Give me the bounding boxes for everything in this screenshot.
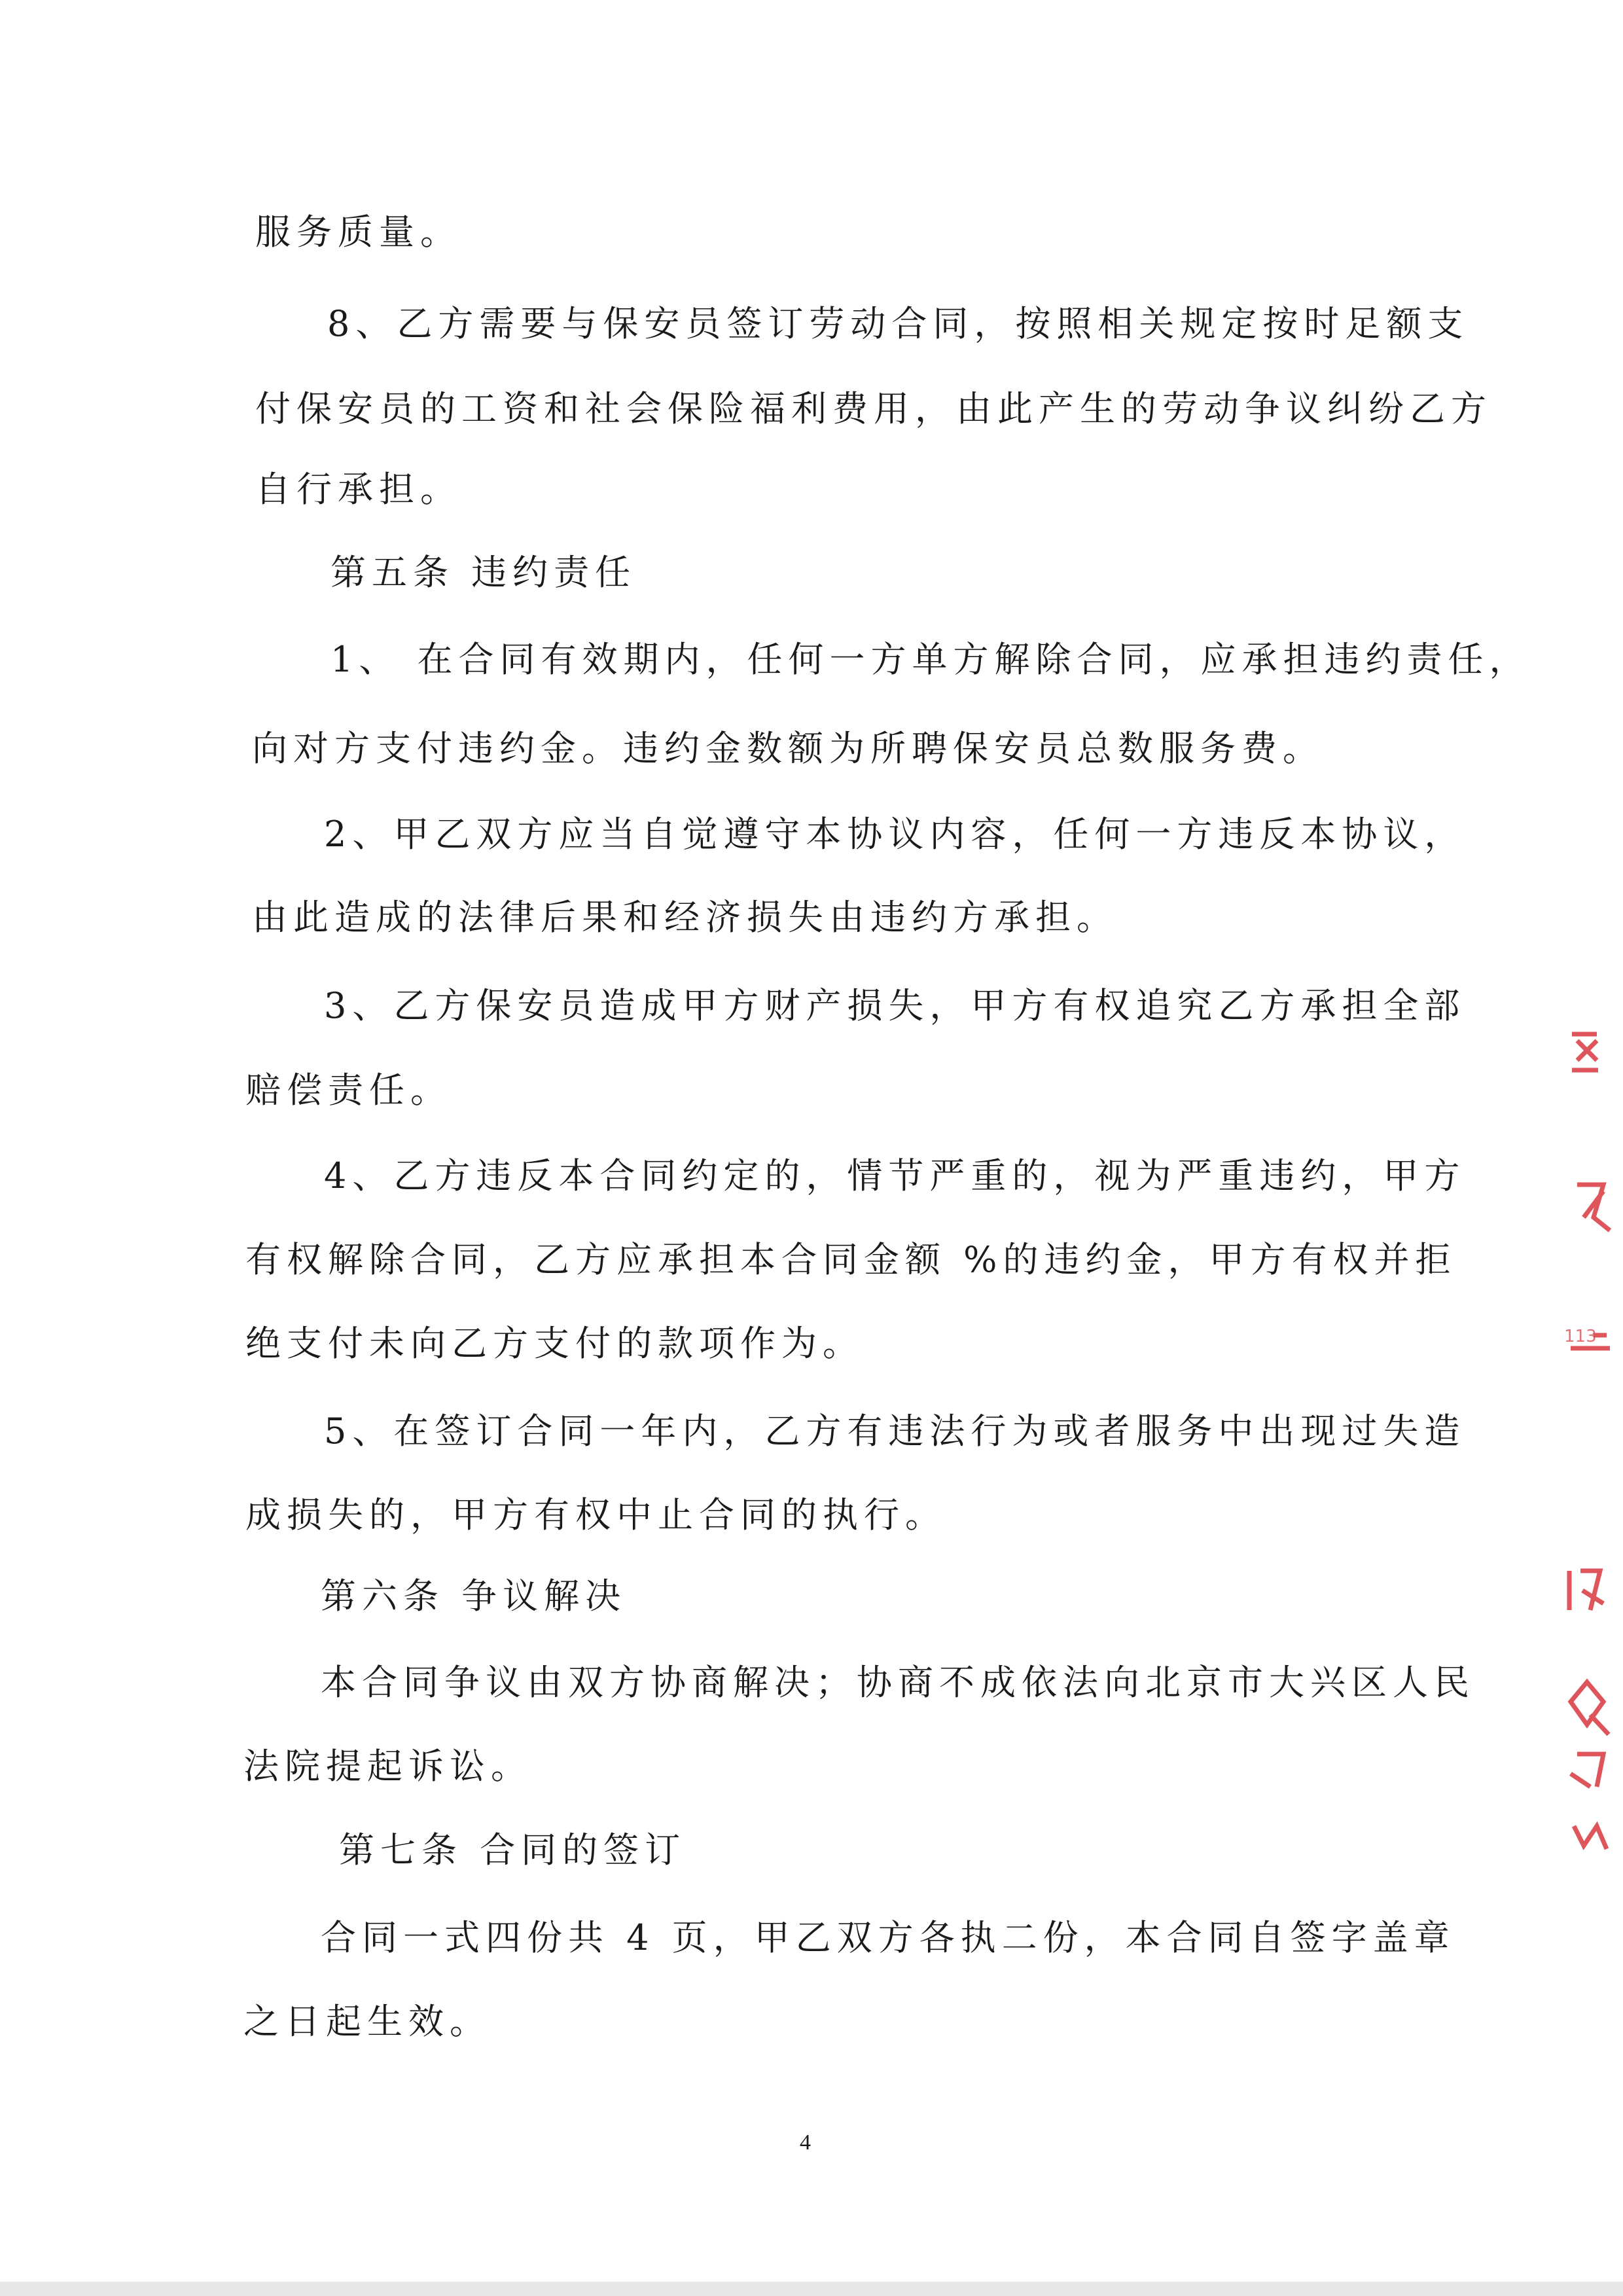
text-line: 法院提起诉讼。 xyxy=(243,1746,532,1787)
text-line: 服务质量。 xyxy=(255,211,461,253)
text-line: 由此造成的法律后果和经济损失由违约方承担。 xyxy=(252,897,1118,938)
text-line: 绝支付未向乙方支付的款项作为。 xyxy=(245,1323,864,1364)
text-line: 1、 在合同有效期内，任何一方单方解除合同，应承担违约责任， xyxy=(330,639,1531,680)
text-line: 向对方支付违约金。违约金数额为所聘保安员总数服务费。 xyxy=(252,728,1324,769)
section-heading: 第五条 违约责任 xyxy=(330,552,637,593)
section-heading: 第七条 合同的签订 xyxy=(339,1829,687,1871)
text-line: 付保安员的工资和社会保险福利费用，由此产生的劳动争议纠纷乙方 xyxy=(255,388,1492,429)
svg-text:113: 113 xyxy=(1564,1327,1597,1346)
text-line: 赔偿责任。 xyxy=(245,1069,452,1111)
page-number: 4 xyxy=(800,2130,811,2155)
text-line: 5、在签订合同一年内，乙方有违法行为或者服务中出现过失造 xyxy=(324,1410,1466,1452)
text-line: 有权解除合同，乙方应承担本合同金额 %的违约金，甲方有权并拒 xyxy=(245,1239,1457,1280)
scan-edge xyxy=(0,2282,1623,2296)
text-line: 合同一式四份共 4 页，甲乙双方各执二份，本合同自签字盖章 xyxy=(321,1917,1455,1958)
seal-stamp-fragment xyxy=(1558,1021,1623,1937)
text-line: 之日起生效。 xyxy=(243,2001,491,2042)
text-line: 4、乙方违反本合同约定的，情节严重的，视为严重违约，甲方 xyxy=(324,1155,1466,1196)
text-line: 8、乙方需要与保安员签订劳动合同，按照相关规定按时足额支 xyxy=(327,303,1469,344)
text-line: 成损失的，甲方有权中止合同的执行。 xyxy=(245,1494,946,1535)
text-line: 3、乙方保安员造成甲方财产损失，甲方有权追究乙方承担全部 xyxy=(324,985,1466,1026)
text-line: 本合同争议由双方协商解决；协商不成依法向北京市大兴区人民 xyxy=(321,1662,1475,1703)
text-line: 自行承担。 xyxy=(255,469,461,510)
text-line: 2、甲乙双方应当自觉遵守本协议内容，任何一方违反本协议， xyxy=(324,814,1466,855)
section-heading: 第六条 争议解决 xyxy=(321,1575,627,1617)
